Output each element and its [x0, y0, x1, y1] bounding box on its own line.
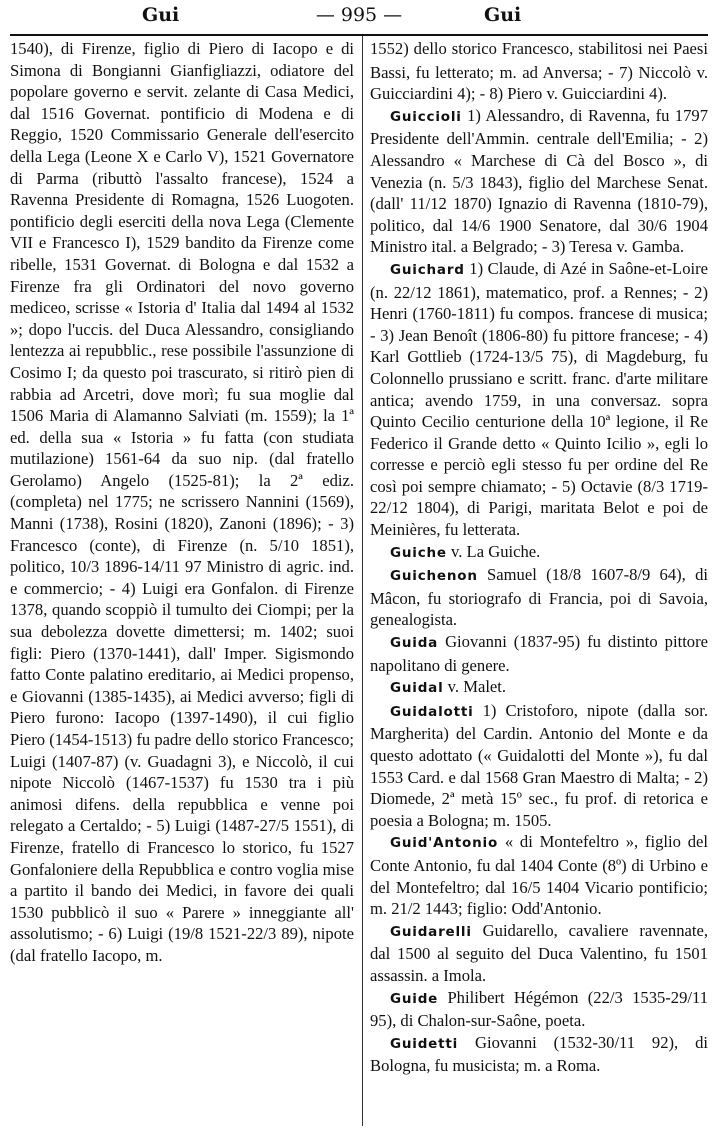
headword: Guiche	[390, 544, 447, 561]
headword: Guidetti	[390, 1035, 459, 1052]
entry-text: v. La Guiche.	[446, 541, 541, 561]
right-column	[370, 38, 708, 1077]
entry-guidetti	[370, 1032, 708, 1077]
entry-text: Giovanni (1532-30/11 92), di Bologna, fu musicista; m. a Roma.	[370, 1032, 708, 1076]
headword: Guichard	[390, 261, 465, 278]
entry-text: 1) Claude, di Azé in Saône-et-Loire (n. 22/12 1861), matematico, prof. a Rennes; - 2) Henri (1760-1811) fu compos. francese di musica; - 3) Jean Benoît (1806-80) fu pittore francese; - 4) Karl Gottlieb (1724-13/5 75), di Magdeburg, fu Colonnello prussiano e scritt. franc. d'arte militare antica; avendo 1759, in una conversaz. sopra Quinto Cecilio centurione della 10ª legione, il Re Federico il Grande detto « Quinto Icilio », egli lo corresse e perciò egli stesso fu per ordine del Re così poi sempre chiamato; - 5) Octavie (8/3 1719-22/12 1804), di Parigi, maritata Belot e poi de Meinières, fu letterata.	[370, 258, 708, 540]
entry-guidalotti	[370, 700, 708, 832]
entry-guidantonio	[370, 831, 708, 919]
entry-guichard	[370, 258, 708, 541]
headword: Guiccioli	[390, 108, 462, 125]
headword: Guide	[390, 990, 439, 1007]
running-head-right: Gui	[484, 4, 522, 26]
entry-guichenon	[370, 564, 708, 631]
entry-text: Giovanni (1837-95) fu distinto pittore napolitano di genere.	[370, 632, 708, 675]
headword: Guid'Antonio	[390, 835, 499, 852]
entry-text: Philibert Hégémon (22/3 1535-29/11 95), di Chalon-sur-Saône, poeta.	[370, 987, 708, 1031]
entry-text: Samuel (18/8 1607-8/9 64), di Mâcon, fu storiografo di Francia, poi di Savoia, genealogista.	[370, 565, 708, 630]
entry-guiche	[370, 541, 708, 565]
headword: Guichenon	[390, 568, 478, 585]
entry-continuation-right: 1552) dello storico Francesco, stabilitosi nei Paesi Bassi, fu letterato; m. ad Anversa; - 7) Niccolò v. Guicciardini 4); - 8) Piero v. Guicciardini 4).	[370, 39, 708, 104]
entry-guidarelli	[370, 920, 708, 987]
entry-guiccioli	[370, 105, 708, 258]
headword: Guidal	[390, 680, 444, 697]
entry-text: 1) Alessandro, di Ravenna, fu 1797 Presidente dell'Ammin. centrale dell'Emilia; - 2) Alessandro « Marchese di Cà del Bosco », di Venezia (n. 5/3 1843), figlio del Marchese Senat. (dall' 11/12 1870) Ignazio di Ravenna (1810-79), politico, dal 14/6 1900 Senatore, dal 30/6 1904 Ministro ital. a Belgrado; - 3) Teresa v. Gamba.	[370, 105, 708, 257]
entry-continuation: 1540), di Firenze, figlio di Piero di Iacopo e di Simona di Bongianni Gianfigliazzi, odiatore del popolare governo e servit. zelante di Casa Medici, dal 1516 Governat. pontificio di Modena e di Reggio, 1520 Commissario Generale dell'esercito della Lega (Leone X e Carlo V), 1521 Governatore di Parma (ributtò l'assalto francese), 1524 a Ravenna Presidente di Romagna, 1526 Luogoten. pontificio degli eserciti della nova Lega (Clemente VII e Francesco I), 1529 bandito da Firenze come ribelle, 1531 Governat. di Bologna e dal 1532 a Firenze fra gli Ordinatori del novo governo mediceo, scrisse « Istoria d' Italia dal 1494 al 1532 »; dopo l'uccis. del Duca Alessandro, consigliando lentezza ai repubblic., rese possibile l'assunzione di Cosimo I; da questo poi trascurato, si ritirò pien di rabbia ad Arcetri, dove morì; fu sua moglie dal 1506 Maria di Alamanno Salviati (m. 1559); la 1ª ed. della sua « Istoria » fu fatta (con studiata mutilazione) 1561-64 da suo nip. (dal fratello Gerolamo) Angelo (1525-81); la 2ª ediz. (completa) nel 1775; ne scrissero Nannini (1569), Manni (1738), Rosini (1820), Zanoni (1896); - 3) Francesco (conte), di Firenze (n. 5/10 1851), politico, 10/3 1896-14/11 97 Ministro di agric. ind. e commercio; - 4) Luigi era Gonfalon. di Firenze 1378, quando scoppiò il tumulto dei Ciompi; per la sua debolezza dovette dimettersi; m. 1402; suoi figli: Piero (1370-1441), dall' Imper. Sigismondo fatto Conte palatino ereditario, ai Medici propenso, e Giovanni (1385-1435), ai Medici avverso; figli di Piero furono: Iacopo (1397-1490), il cui figlio Piero (1454-1513) fu padre dello storico Francesco; Luigi (1407-87) (v. Guadagni 3), e Niccolò, il cui nipote Niccolò (1467-1537) fu 1530 tra i più animosi difens. della repubblica e venne poi relegato a Certaldo; - 5) Luigi (1487-27/5 1551), di Firenze, fratello di Francesco lo storico, fu 1527 Gonfaloniere della Repubblica e contro voglia mise a partito il bando dei Medici, in favore dei quali 1530 pubblicò il suo « Parere » inneggiante all' assolutismo; - 6) Luigi (19/8 1521-22/3 89), nipote (dal fratello Iacopo, m.	[10, 39, 354, 965]
entry-guide	[370, 987, 708, 1032]
entry-guidal	[370, 676, 708, 700]
header-rule	[10, 34, 708, 36]
headword: Guidalotti	[390, 703, 474, 720]
running-head-left: Gui	[142, 4, 180, 26]
entry-guida	[370, 631, 708, 676]
headword: Guida	[390, 635, 439, 652]
entry-text: v. Malet.	[443, 677, 507, 697]
entry-text: 1) Cristoforo, nipote (dalla sor. Margherita) del Cardin. Antonio del Monte e da questo adottato (« Guidalotti del Monte »), fu dal 1553 Card. e dal 1568 Gran Maestro di Malta; - 2) Diomede, 2ª metà 15º sec., fu prof. di retorica e poesia a Bologna; m. 1505.	[370, 700, 708, 830]
page-header	[0, 4, 718, 34]
column-divider	[362, 36, 363, 1126]
entry-text: « di Montefeltro », figlio del Conte Antonio, fu dal 1404 Conte (8º) di Urbino e del Montefeltro; dal 16/5 1404 Vicario pontificio; m. 21/2 1443; figlio: Odd'Antonio.	[370, 832, 708, 919]
entry-text: Guidarello, cavaliere ravennate, dal 1500 al seguito del Duca Valentino, fu 1501 assassin. a Imola.	[370, 920, 708, 985]
headword: Guidarelli	[390, 923, 472, 940]
page-number: — 995 —	[315, 4, 403, 26]
left-column	[10, 38, 354, 967]
